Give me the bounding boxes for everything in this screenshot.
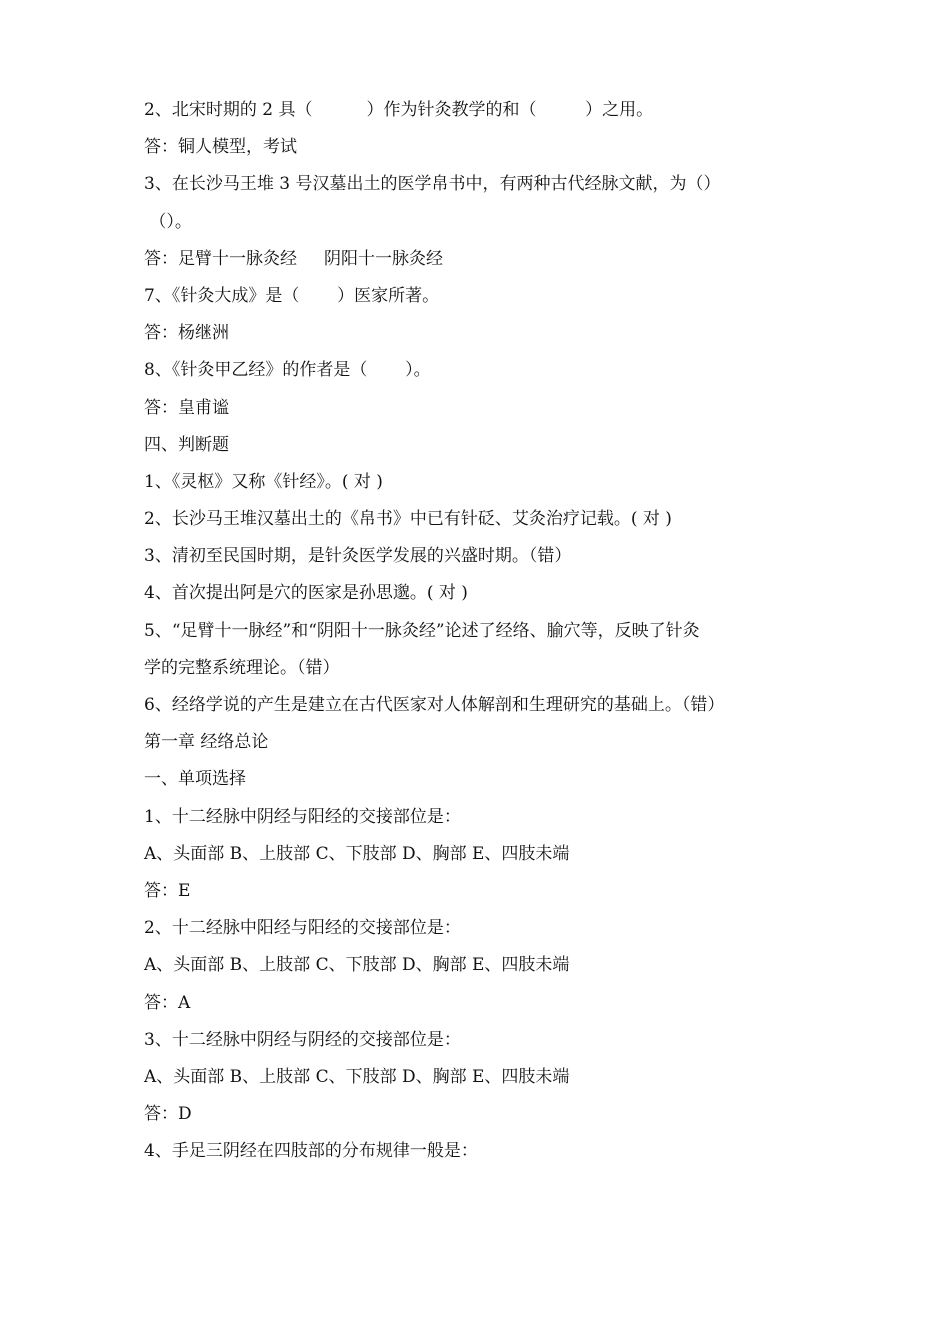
document-body (144, 92, 824, 1170)
true-false-item: 2、长沙马王堆汉墓出土的《帛书》中已有针砭、艾灸治疗记载。( 对 ) (144, 509, 672, 530)
section-heading: 四、判断题 (144, 434, 229, 455)
question-line: 2、北宋时期的 2 具（ ）作为针灸教学的和（ ）之用。 (144, 100, 654, 120)
chapter-heading: 第一章 经络总论 (144, 732, 269, 753)
question-line: 1、十二经脉中阴经与阳经的交接部位是： (144, 806, 461, 827)
answer-line: 答：A (144, 992, 191, 1013)
answer-line: 答：皇甫谧 (144, 397, 229, 418)
true-false-item: 3、清初至民国时期，是针灸医学发展的兴盛时期。（错） (144, 546, 572, 567)
question-line: 4、手足三阴经在四肢部的分布规律一般是： (144, 1141, 478, 1162)
true-false-item: 4、首次提出阿是穴的医家是孙思邈。( 对 ) (144, 583, 468, 604)
question-line-continuation: （）。 (144, 211, 192, 232)
true-false-item-continuation: 学的完整系统理论。（错） (144, 657, 340, 678)
true-false-item: 1、《灵枢》又称《针经》。( 对 ) (144, 471, 383, 492)
true-false-item: 5、“足臂十一脉经”和“阴阳十一脉灸经”论述了经络、腧穴等，反映了针灸 (144, 620, 700, 641)
options-line: A、头面部 B、上肢部 C、下肢部 D、胸部 E、四肢未端 (144, 843, 570, 864)
question-line: 3、在长沙马王堆 3 号汉墓出土的医学帛书中，有两种古代经脉文献，为（） (144, 174, 721, 195)
options-line: A、头面部 B、上肢部 C、下肢部 D、胸部 E、四肢未端 (144, 1066, 570, 1087)
answer-line: 答：E (144, 880, 191, 901)
answer-line: 答：铜人模型，考试 (144, 137, 297, 158)
true-false-item: 6、经络学说的产生是建立在古代医家对人体解剖和生理研究的基础上。（错） (144, 695, 725, 715)
options-line: A、头面部 B、上肢部 C、下肢部 D、胸部 E、四肢未端 (144, 955, 570, 976)
section-heading: 一、单项选择 (144, 769, 246, 790)
question-line: 7、《针灸大成》是（ ）医家所著。 (144, 285, 440, 306)
answer-line: 答：足臂十一脉灸经 阴阳十一脉灸经 (144, 248, 444, 269)
question-line: 2、十二经脉中阳经与阳经的交接部位是： (144, 918, 461, 939)
question-line: 8、《针灸甲乙经》的作者是（ ）。 (144, 360, 431, 381)
answer-line: 答：杨继洲 (144, 323, 229, 344)
question-line: 3、十二经脉中阴经与阴经的交接部位是： (144, 1029, 461, 1050)
answer-line: 答：D (144, 1104, 192, 1125)
